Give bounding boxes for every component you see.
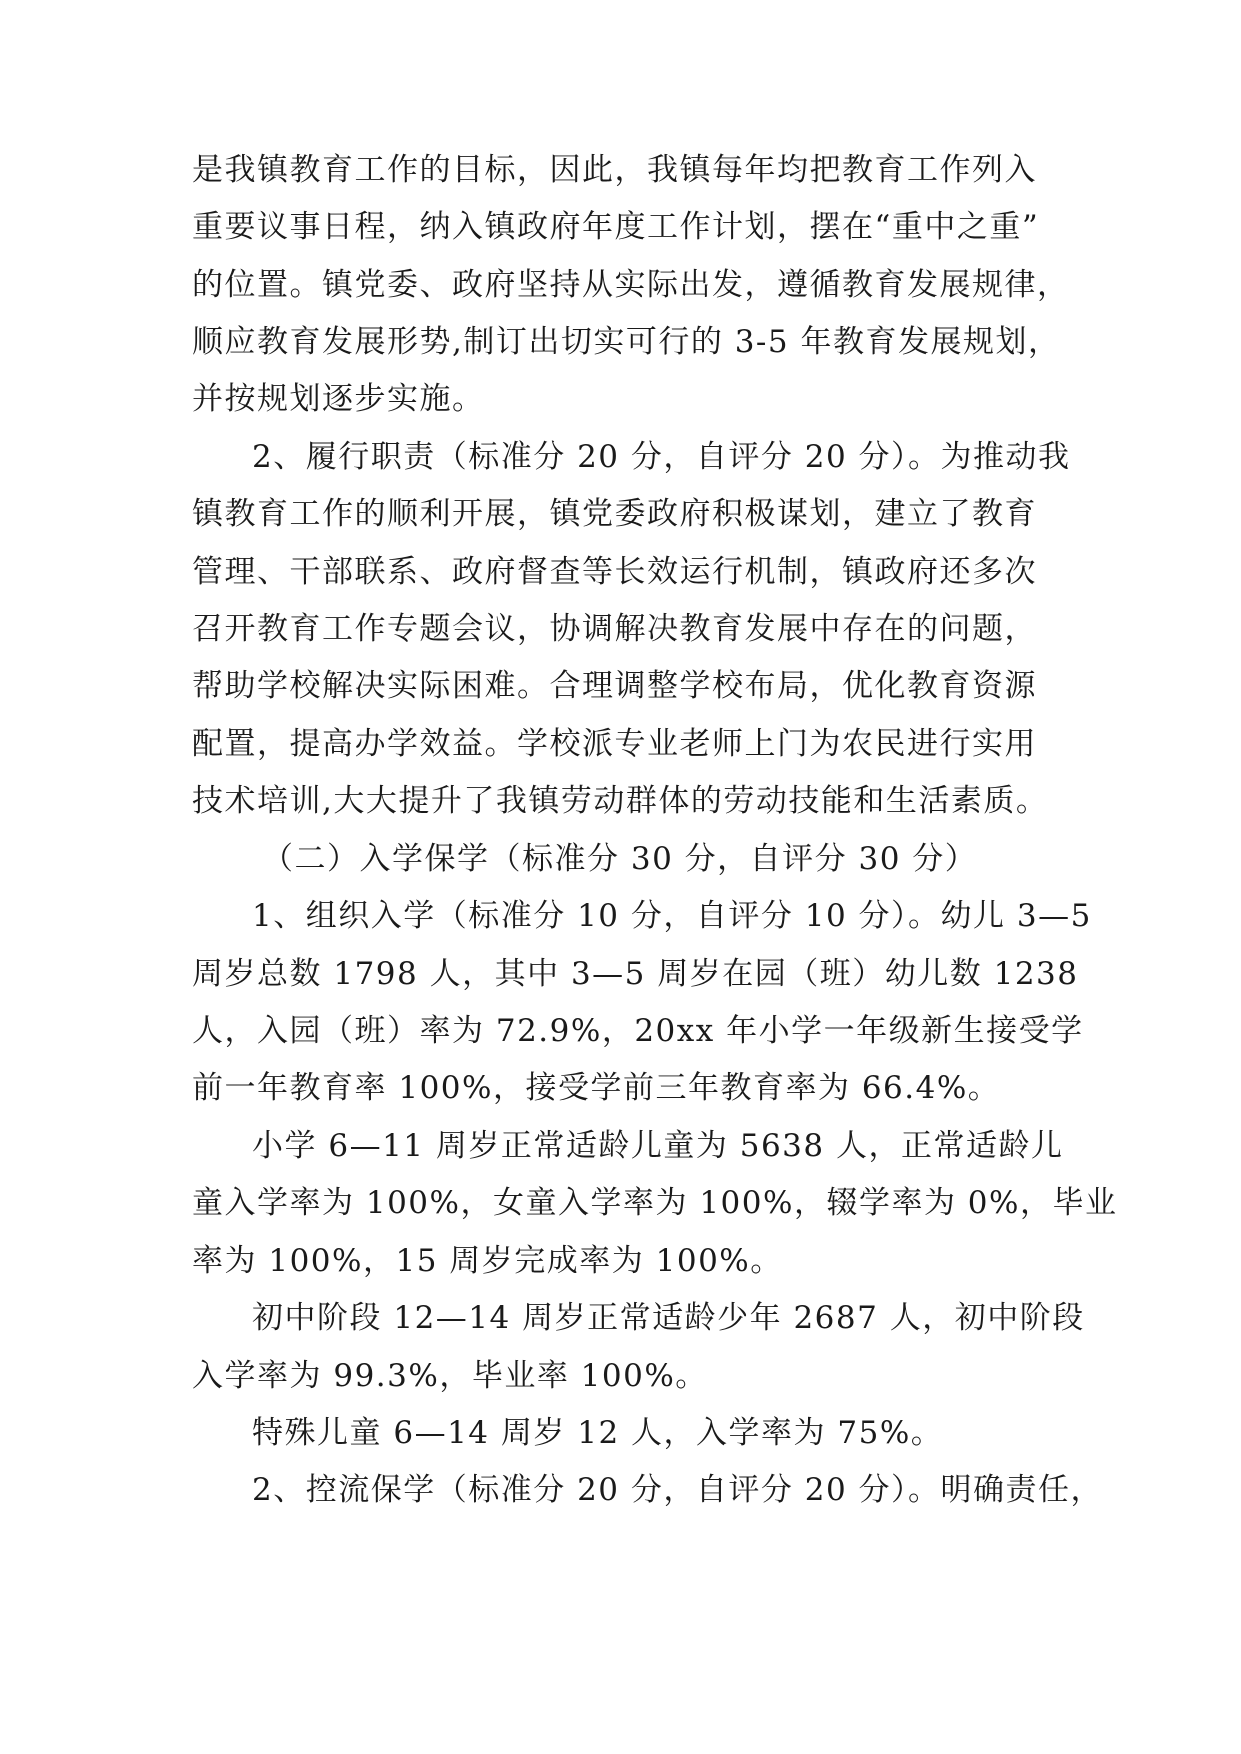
text-line: 率为 100%，15 周岁完成率为 100%。 (192, 1243, 783, 1279)
paragraph-start-line: 初中阶段 12—14 周岁正常适龄少年 2687 人，初中阶段 (252, 1300, 1085, 1336)
text-line: 配置，提高办学效益。学校派专业老师上门为农民进行实用 (192, 726, 1037, 762)
paragraph-start-line: 2、履行职责（标准分 20 分，自评分 20 分）。为推动我 (252, 439, 1071, 475)
text-line: 入学率为 99.3%，毕业率 100%。 (192, 1358, 708, 1394)
text-line: 召开教育工作专题会议，协调解决教育发展中存在的问题， (192, 611, 1037, 647)
text-line: 前一年教育率 100%，接受学前三年教育率为 66.4%。 (192, 1070, 1001, 1106)
text-line: 技术培训,大大提升了我镇劳动群体的劳动技能和生活素质。 (192, 783, 1049, 819)
text-line: 镇教育工作的顺利开展，镇党委政府积极谋划，建立了教育 (192, 496, 1037, 532)
section-heading: （二）入学保学（标准分 30 分，自评分 30 分） (262, 841, 978, 877)
text-line: 管理、干部联系、政府督查等长效运行机制，镇政府还多次 (192, 554, 1037, 590)
text-line: 帮助学校解决实际困难。合理调整学校布局，优化教育资源 (192, 668, 1037, 704)
paragraph-start-line: 小学 6—11 周岁正常适龄儿童为 5638 人，正常适龄儿 (252, 1128, 1064, 1164)
text-line: 的位置。镇党委、政府坚持从实际出发，遵循教育发展规律， (192, 267, 1070, 303)
paragraph-start-line: 1、组织入学（标准分 10 分，自评分 10 分）。幼儿 3—5 (252, 898, 1092, 934)
text-line: 重要议事日程，纳入镇政府年度工作计划，摆在“重中之重” (192, 209, 1040, 245)
paragraph-start-line: 特殊儿童 6—14 周岁 12 人，入学率为 75%。 (252, 1415, 944, 1451)
paragraph-start-line: 2、控流保学（标准分 20 分，自评分 20 分）。明确责任， (252, 1472, 1104, 1508)
text-line: 是我镇教育工作的目标，因此，我镇每年均把教育工作列入 (192, 152, 1037, 188)
text-line: 周岁总数 1798 人，其中 3—5 周岁在园（班）幼儿数 1238 (192, 956, 1079, 992)
text-line: 人，入园（班）率为 72.9%，20xx 年小学一年级新生接受学 (192, 1013, 1084, 1049)
text-line: 童入学率为 100%，女童入学率为 100%，辍学率为 0%，毕业 (192, 1185, 1118, 1221)
text-line: 顺应教育发展形势,制订出切实可行的 3-5 年教育发展规划， (192, 324, 1061, 360)
text-line: 并按规划逐步实施。 (192, 381, 485, 417)
